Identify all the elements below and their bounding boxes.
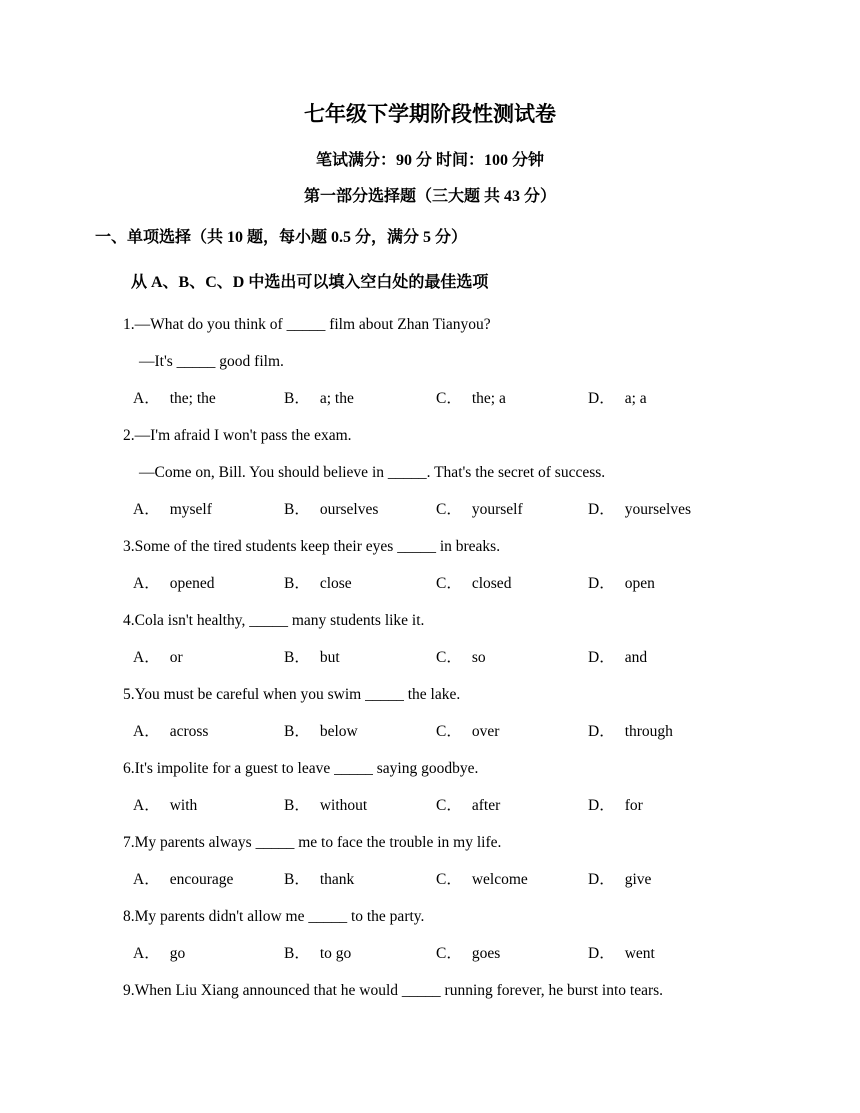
- option-text: after: [471, 797, 501, 814]
- option-text: and: [624, 649, 648, 666]
- options-row: [123, 796, 823, 833]
- option-letter: D．: [588, 649, 615, 666]
- option-text: ourselves: [319, 501, 379, 518]
- option-a: [133, 389, 216, 409]
- question-stem: 7.My parents always _____ me to face the trouble in my life.: [123, 834, 502, 851]
- option-text: but: [319, 649, 340, 666]
- option-letter: C．: [436, 575, 462, 592]
- option-b: [284, 574, 352, 594]
- option-letter: D．: [588, 797, 615, 814]
- option-text: to go: [319, 945, 352, 962]
- option-letter: B．: [284, 723, 310, 740]
- question-stem: 9.When Liu Xiang announced that he would _____ running forever, he burst into tears.: [123, 982, 664, 999]
- option-text: over: [471, 723, 500, 740]
- options-row: [123, 574, 823, 611]
- option-text: opened: [169, 575, 215, 592]
- option-text: the; the: [169, 390, 216, 407]
- option-text: goes: [471, 945, 501, 962]
- option-text: yourself: [471, 501, 523, 518]
- option-letter: B．: [284, 945, 310, 962]
- option-text: give: [624, 871, 652, 888]
- options-row: [123, 722, 823, 759]
- question-stem: 5.You must be careful when you swim _____ the lake.: [123, 686, 461, 703]
- option-text: the; a: [471, 390, 506, 407]
- option-text: go: [169, 945, 186, 962]
- option-letter: A．: [133, 575, 160, 592]
- question-response: —It's _____ good film.: [139, 353, 284, 370]
- option-text: without: [319, 797, 368, 814]
- question-stem: 6.It's impolite for a guest to leave _____ saying goodbye.: [123, 760, 479, 777]
- option-c: [436, 389, 506, 409]
- option-text: went: [624, 945, 655, 962]
- option-letter: D．: [588, 945, 615, 962]
- options-row: [123, 944, 823, 981]
- option-letter: C．: [436, 649, 462, 666]
- option-text: thank: [319, 871, 355, 888]
- section-instruction: 从 A、B、C、D 中选出可以填入空白处的最佳选项: [131, 274, 489, 291]
- option-c: [436, 870, 528, 890]
- option-a: [133, 648, 183, 668]
- option-d: [588, 574, 655, 594]
- option-letter: B．: [284, 871, 310, 888]
- options-row: [123, 648, 823, 685]
- option-letter: D．: [588, 871, 615, 888]
- page-title: 七年级下学期阶段性测试卷: [304, 102, 556, 126]
- option-letter: C．: [436, 390, 462, 407]
- option-b: [284, 648, 340, 668]
- section-heading: 一、单项选择（共 10 题，每小题 0.5 分，满分 5 分）: [95, 229, 468, 246]
- option-c: [436, 796, 500, 816]
- option-letter: A．: [133, 797, 160, 814]
- option-a: [133, 722, 208, 742]
- option-a: [133, 870, 233, 890]
- option-b: [284, 722, 358, 742]
- option-d: [588, 796, 643, 816]
- option-a: [133, 944, 185, 964]
- options-row: [123, 389, 823, 426]
- option-letter: C．: [436, 945, 462, 962]
- question-stem: 3.Some of the tired students keep their eyes _____ in breaks.: [123, 538, 501, 555]
- option-d: [588, 870, 651, 890]
- option-c: [436, 722, 499, 742]
- option-text: close: [319, 575, 352, 592]
- question-stem: 4.Cola isn't healthy, _____ many students like it.: [123, 612, 425, 629]
- option-text: yourselves: [624, 501, 691, 518]
- option-text: closed: [471, 575, 512, 592]
- option-letter: D．: [588, 501, 615, 518]
- option-letter: C．: [436, 797, 462, 814]
- option-text: through: [624, 723, 673, 740]
- option-letter: B．: [284, 501, 310, 518]
- question-list: [123, 315, 823, 1018]
- option-letter: B．: [284, 797, 310, 814]
- option-letter: D．: [588, 723, 615, 740]
- option-letter: B．: [284, 649, 310, 666]
- option-text: open: [624, 575, 655, 592]
- option-c: [436, 648, 486, 668]
- part-heading: 第一部分选择题（三大题 共 43 分）: [303, 188, 556, 205]
- question-stem: 8.My parents didn't allow me _____ to the party.: [123, 908, 425, 925]
- options-row: [123, 500, 823, 537]
- option-letter: C．: [436, 723, 462, 740]
- option-letter: A．: [133, 871, 160, 888]
- option-b: [284, 944, 351, 964]
- option-b: [284, 870, 354, 890]
- option-c: [436, 944, 500, 964]
- option-text: encourage: [169, 871, 234, 888]
- option-letter: B．: [284, 390, 310, 407]
- option-letter: C．: [436, 871, 462, 888]
- option-c: [436, 500, 523, 520]
- option-b: [284, 796, 367, 816]
- option-b: [284, 389, 354, 409]
- option-d: [588, 944, 655, 964]
- option-text: a; the: [319, 390, 354, 407]
- option-d: [588, 648, 647, 668]
- option-letter: D．: [588, 390, 615, 407]
- option-c: [436, 574, 511, 594]
- option-text: myself: [169, 501, 212, 518]
- option-a: [133, 500, 212, 520]
- option-letter: A．: [133, 649, 160, 666]
- option-text: with: [169, 797, 198, 814]
- option-letter: D．: [588, 575, 615, 592]
- option-a: [133, 796, 197, 816]
- option-b: [284, 500, 378, 520]
- option-a: [133, 574, 214, 594]
- option-d: [588, 389, 647, 409]
- exam-info: 笔试满分：90 分 时间：100 分钟: [315, 152, 544, 169]
- question-stem: 2.—I'm afraid I won't pass the exam.: [123, 427, 352, 444]
- option-letter: A．: [133, 723, 160, 740]
- option-text: or: [169, 649, 183, 666]
- option-letter: C．: [436, 501, 462, 518]
- option-text: across: [169, 723, 209, 740]
- option-text: welcome: [471, 871, 528, 888]
- option-text: a; a: [624, 390, 647, 407]
- option-letter: A．: [133, 945, 160, 962]
- option-letter: A．: [133, 501, 160, 518]
- option-letter: B．: [284, 575, 310, 592]
- question-response: —Come on, Bill. You should believe in _____. That's the secret of success.: [139, 464, 606, 481]
- options-row: [123, 870, 823, 907]
- option-d: [588, 722, 673, 742]
- option-letter: A．: [133, 390, 160, 407]
- option-text: below: [319, 723, 358, 740]
- option-d: [588, 500, 691, 520]
- option-text: so: [471, 649, 486, 666]
- option-text: for: [624, 797, 643, 814]
- question-stem: 1.—What do you think of _____ film about Zhan Tianyou?: [123, 316, 491, 333]
